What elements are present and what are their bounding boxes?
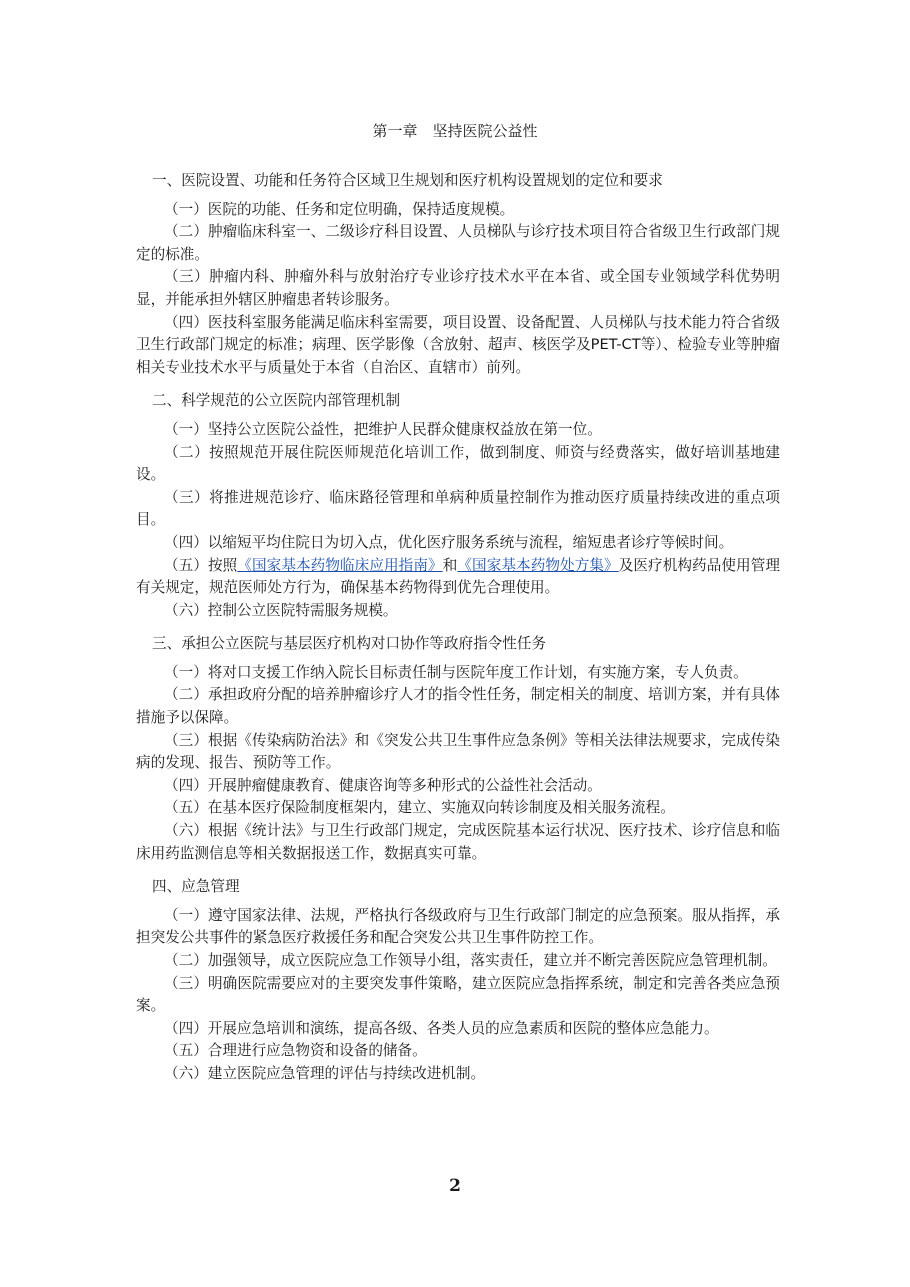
paragraph-with-links — [136, 555, 780, 600]
paragraph: （五）在基本医疗保险制度框架内，建立、实施双向转诊制度及相关服务流程。 — [164, 799, 675, 817]
paragraph-prefix: （五）按照 — [164, 556, 238, 574]
section-heading: 四、应急管理 — [152, 878, 240, 896]
paragraph: （四）以缩短平均住院日为切入点，优化医疗服务系统与流程，缩短患者诊疗等候时间。 — [164, 533, 734, 551]
paragraph: （六）建立医院应急管理的评估与持续改进机制。 — [164, 1064, 486, 1082]
paragraph: （四）开展肿瘤健康教育、健康咨询等多种形式的公益性社会活动。 — [164, 776, 602, 794]
paragraph: （一）将对口支援工作纳入院长目标责任制与医院年度工作计划，有实施方案，专人负责。 — [164, 663, 748, 681]
paragraph: （二）肿瘤临床科室一、二级诊疗科目设置、人员梯队与诊疗技术项目符合省级卫生行政部门规定的标准。 — [136, 223, 780, 263]
paragraph-suffix: 及医疗机构药品使用管理有关规定，规范医师处方行为，确保基本药物得到优先合理使用。 — [136, 556, 780, 597]
paragraph-mid: 和 — [442, 556, 458, 574]
section-heading: 一、医院设置、功能和任务符合区域卫生规划和医疗机构设置规划的定位和要求 — [152, 172, 663, 189]
paragraph: （三）根据《传染病防治法》和《突发公共卫生事件应急条例》等相关法律法规要求，完成传染病的发现、报告、预防等工作。 — [136, 731, 780, 772]
paragraph: （六）根据《统计法》与卫生行政部门规定，完成医院基本运行状况、医疗技术、诊疗信息和临床用药监测信息等相关数据报送工作，数据真实可靠。 — [136, 822, 780, 862]
document-body — [136, 170, 780, 1086]
formulary-link[interactable]: 《国家基本药物处方集》 — [457, 556, 619, 574]
paragraph: （四）医技科室服务能满足临床科室需要，项目设置、设备配置、人员梯队与技术能力符合省级卫生行政部门规定的标准；病理、医学影像（含放射、超声、核医学及PET-CT等）、检验专业等肿瘤相关专业技术水平与质量处于本省（自治区、直辖市）前列。 — [136, 313, 780, 376]
section-heading: 二、科学规范的公立医院内部管理机制 — [152, 392, 401, 410]
paragraph: （六）控制公立医院特需服务规模。 — [164, 601, 398, 619]
page-number: 2 — [449, 1176, 461, 1196]
paragraph: （二）承担政府分配的培养肿瘤诊疗人才的指令性任务，制定相关的制度、培训方案，并有具体措施予以保障。 — [136, 686, 780, 727]
paragraph: （五）合理进行应急物资和设备的储备。 — [164, 1042, 427, 1060]
paragraph: （三）将推进规范诊疗、临床路径管理和单病种质量控制作为推动医疗质量持续改进的重点项目。 — [136, 488, 780, 529]
paragraph: （四）开展应急培训和演练，提高各级、各类人员的应急素质和医院的整体应急能力。 — [164, 1019, 719, 1037]
paragraph: （三）明确医院需要应对的主要突发事件策略，建立医院应急指挥系统，制定和完善各类应急预案。 — [136, 974, 780, 1015]
guide-link[interactable]: 《国家基本药物临床应用指南》 — [237, 556, 443, 574]
paragraph: （一）坚持公立医院公益性，把维护人民群众健康权益放在第一位。 — [164, 420, 602, 438]
paragraph: （一）医院的功能、任务和定位明确，保持适度规模。 — [164, 200, 515, 218]
paragraph: （二）按照规范开展住院医师规范化培训工作，做到制度、师资与经费落实，做好培训基地建设。 — [136, 443, 780, 484]
chapter-title: 第一章 坚持医院公益性 — [372, 122, 538, 140]
section-heading: 三、承担公立医院与基层医疗机构对口协作等政府指令性任务 — [152, 635, 547, 653]
paragraph: （一）遵守国家法律、法规，严格执行各级政府与卫生行政部门制定的应急预案。服从指挥，承担突发公共事件的紧急医疗救援任务和配合突发公共卫生事件防控工作。 — [136, 906, 780, 947]
paragraph: （三）肿瘤内科、肿瘤外科与放射治疗专业诊疗技术水平在本省、或全国专业领域学科优势明显，并能承担外辖区肿瘤患者转诊服务。 — [136, 268, 780, 308]
paragraph: （二）加强领导，成立医院应急工作领导小组，落实责任，建立并不断完善医院应急管理机制。 — [164, 952, 777, 969]
